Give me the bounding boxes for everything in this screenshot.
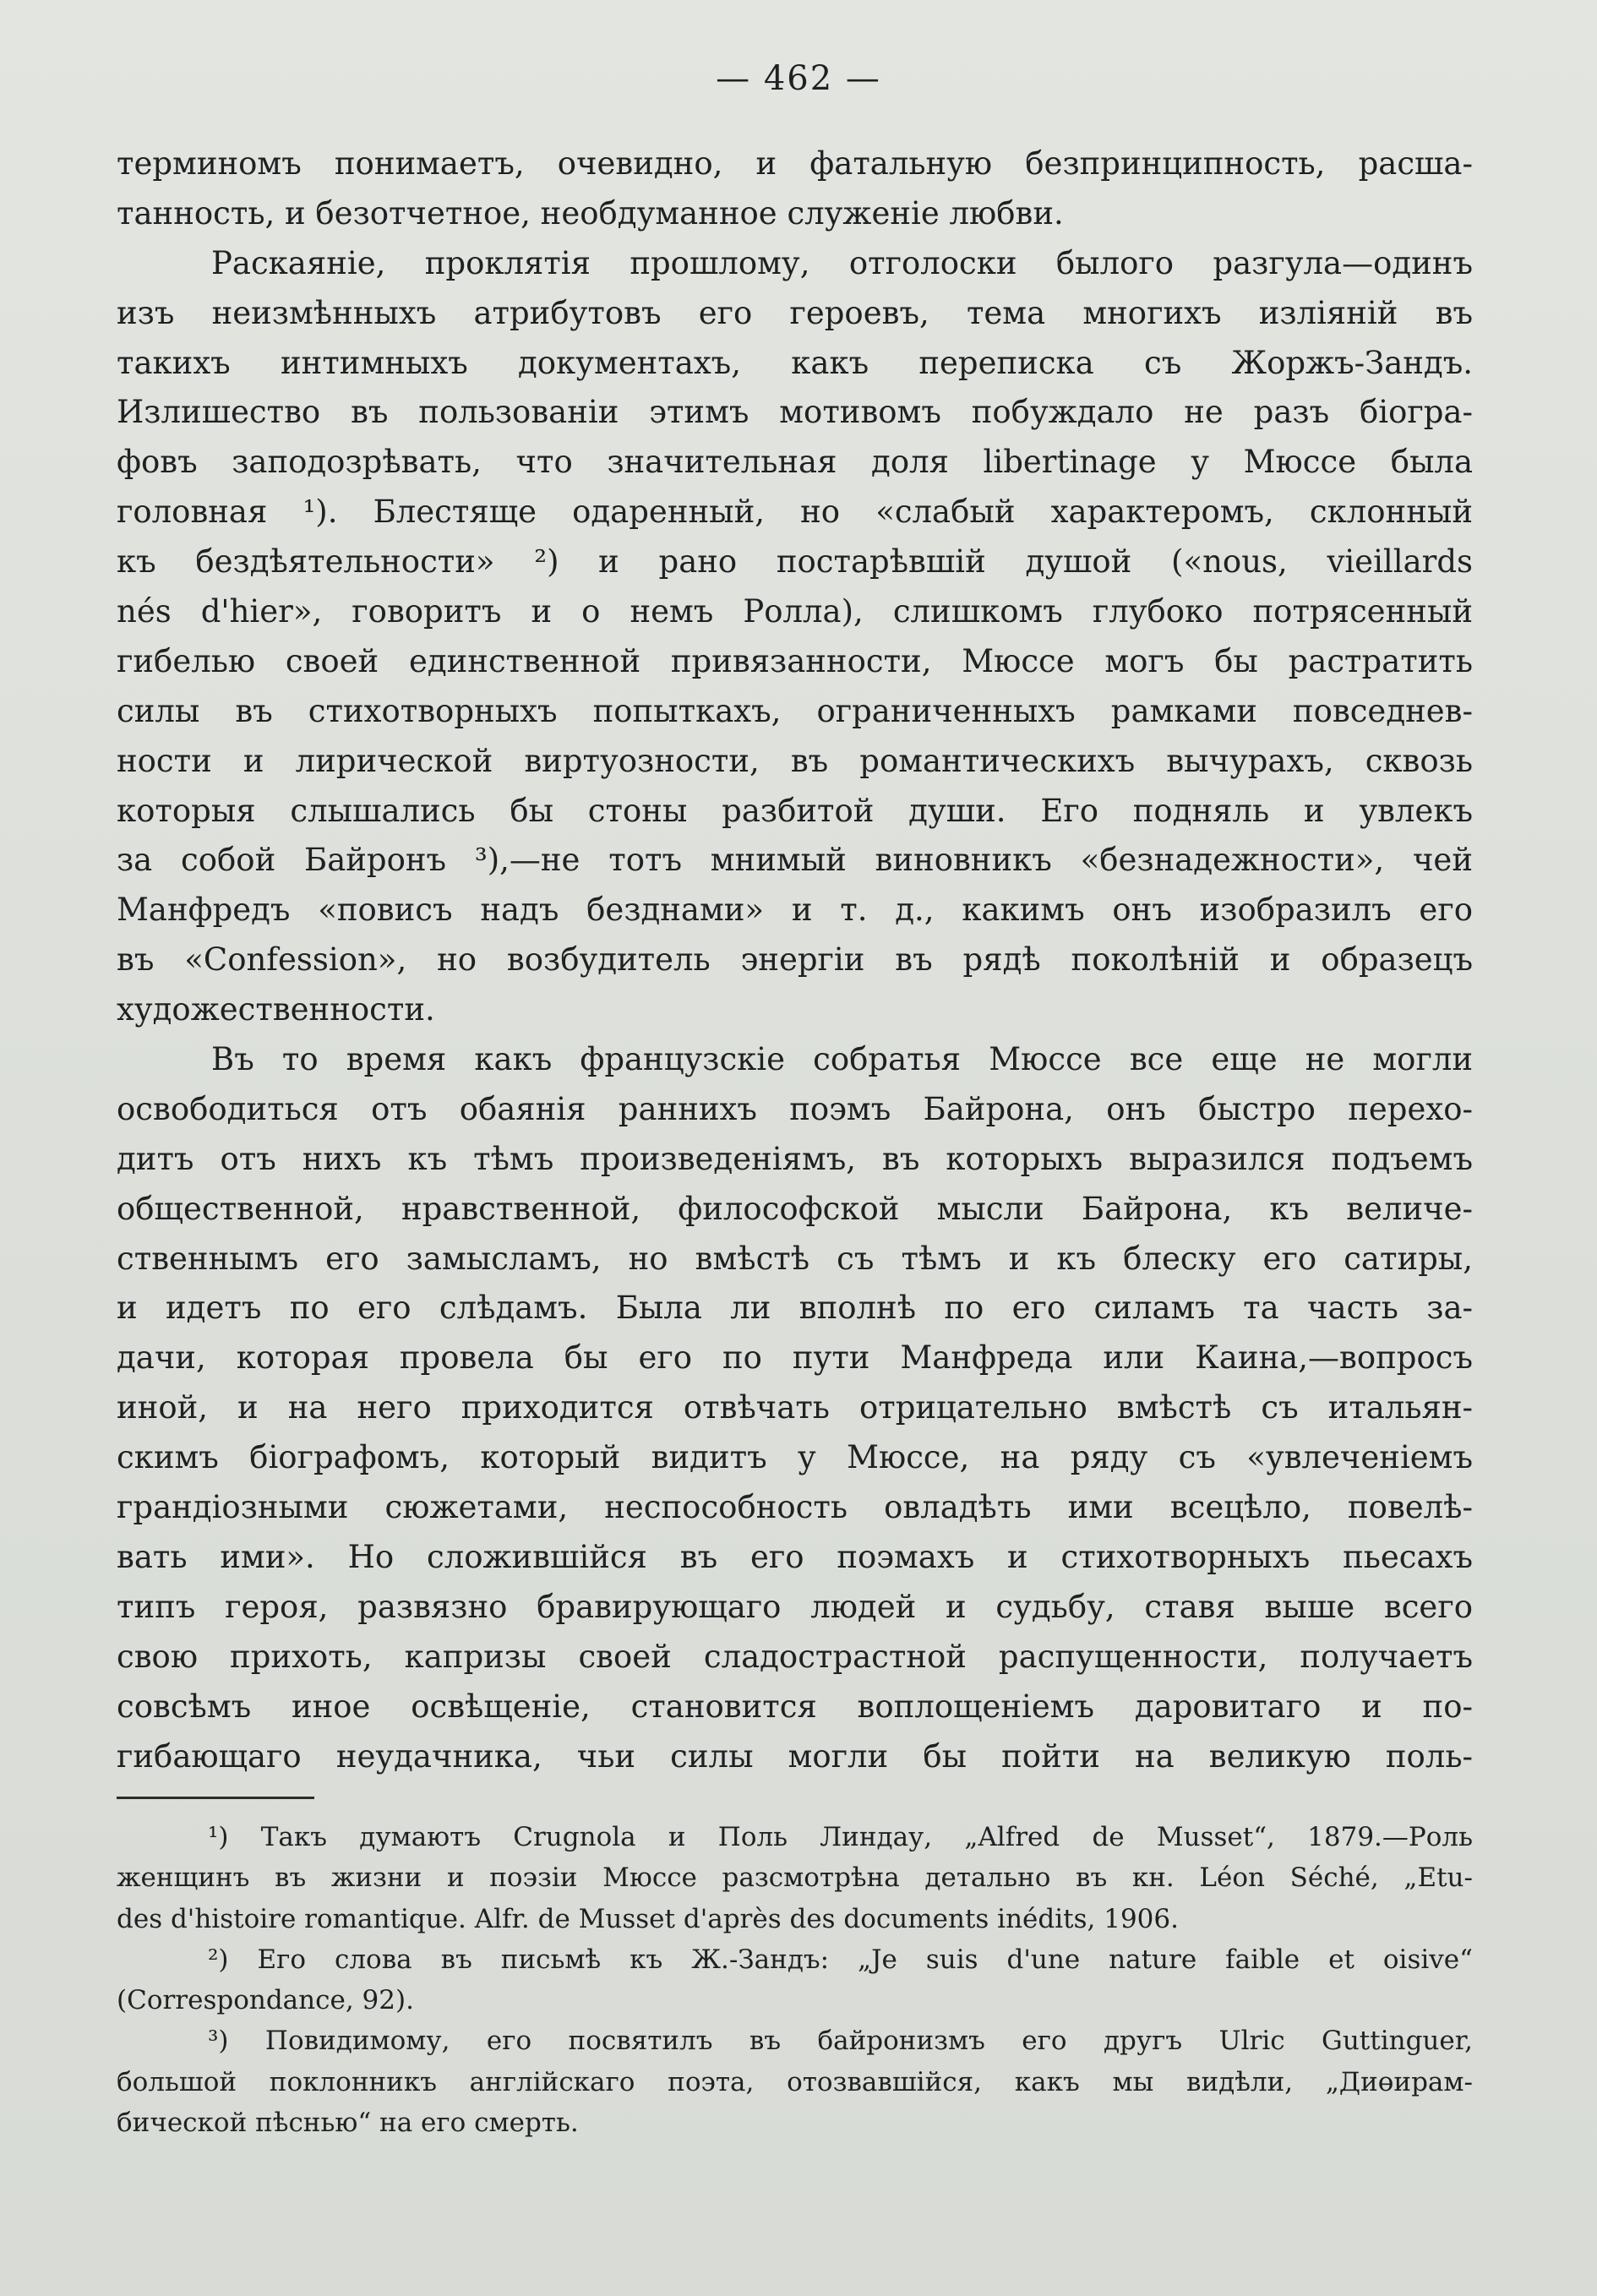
- footnote-line: ²) Его слова въ письмѣ къ Ж.-Зандъ: „Je suis d'une nature faible et oisive“: [208, 1944, 1473, 1975]
- text-line: общественной, нравственной, философской мысли Байрона, къ величе-: [117, 1190, 1473, 1227]
- text-line: Манфредъ «повисъ надъ безднами» и т. д., какимъ онъ изобразилъ его: [117, 892, 1473, 929]
- text-line: типъ героя, развязно бравирующаго людей и судьбу, ставя выше всего: [117, 1588, 1473, 1625]
- text-line: танность, и безотчетное, необдуманное служеніе любви.: [117, 194, 1064, 232]
- footnote-line: большой поклонникъ англійскаго поэта, отозвавшійся, какъ мы видѣли, „Диөирам-: [117, 2066, 1473, 2097]
- text-line: ности и лирической виртуозности, въ романтическихъ вычурахъ, сквозь: [117, 742, 1473, 779]
- text-line: и идетъ по его слѣдамъ. Была ли вполнѣ по его силамъ та часть за-: [117, 1290, 1473, 1327]
- page-number: — 462 —: [716, 59, 881, 98]
- text-line: скимъ біографомъ, который видитъ у Мюссе, на ряду съ «увлеченіемъ: [117, 1439, 1473, 1476]
- text-line: головная ¹). Блестяще одаренный, но «слабый характеромъ, склонный: [117, 494, 1473, 531]
- text-line: nés d'hier», говоритъ и о немъ Ролла), слишкомъ глубоко потрясенный: [117, 593, 1473, 630]
- footnote-line: (Correspondance, 92).: [117, 1985, 414, 2016]
- text-line: въ «Confession», но возбудитель энергіи въ рядѣ поколѣній и образецъ: [117, 941, 1473, 979]
- text-line: Раскаяніе, проклятія прошлому, отголоски былого разгула—одинъ: [211, 244, 1473, 281]
- text-line: Излишество въ пользованіи этимъ мотивомъ побуждало не разъ біогра-: [117, 394, 1473, 431]
- text-line: вать ими». Но сложившійся въ его поэмахъ и стихотворныхъ пьесахъ: [117, 1538, 1473, 1575]
- text-line: дачи, которая провела бы его по пути Манфреда или Каина,—вопросъ: [117, 1339, 1473, 1377]
- footnote-line: des d'histoire romantique. Alfr. de Musset d'après des documents inédits, 1906.: [117, 1903, 1179, 1934]
- text-line: такихъ интимныхъ документахъ, какъ переписка съ Жоржъ-Зандъ.: [117, 344, 1473, 381]
- text-line: художественности.: [117, 991, 435, 1028]
- text-line: терминомъ понимаетъ, очевидно, и фатальную безпринципность, расша-: [117, 145, 1473, 182]
- footnote-line: бической пѣснью“ на его смерть.: [117, 2108, 579, 2139]
- footnotes: [103, 1817, 1473, 2143]
- text-line: которыя слышались бы стоны разбитой души. Его подняль и увлекъ: [117, 792, 1473, 829]
- text-line: грандіозными сюжетами, неспособность овладѣть ими всецѣло, повелѣ-: [117, 1489, 1473, 1526]
- text-line: ственнымъ его замысламъ, но вмѣстѣ съ тѣмъ и къ блеску его сатиры,: [117, 1240, 1473, 1277]
- text-line: освободиться отъ обаянія раннихъ поэмъ Байрона, онъ быстро перехо-: [117, 1090, 1473, 1127]
- text-line: свою прихоть, капризы своей сладострастной распущенности, получаетъ: [117, 1638, 1473, 1675]
- footnote-divider: [117, 1797, 314, 1799]
- footnote-line: ³) Повидимому, его посвятилъ въ байронизмъ его другъ Ulric Guttinguer,: [208, 2026, 1473, 2057]
- text-line: совсѣмъ иное освѣщеніе, становится воплощеніемъ даровитаго и по-: [117, 1688, 1473, 1725]
- text-line: дитъ отъ нихъ къ тѣмъ произведеніямъ, въ которыхъ выразился подъемъ: [117, 1140, 1473, 1177]
- main-text: [117, 139, 1473, 1781]
- text-line: Въ то время какъ французскіе собратья Мюссе все еще не могли: [211, 1041, 1473, 1078]
- text-line: къ бездѣятельности» ²) и рано постарѣвшій душой («nous, vieillards: [117, 543, 1473, 581]
- text-line: гибающаго неудачника, чьи силы могли бы пойти на великую поль-: [117, 1737, 1473, 1775]
- text-line: изъ неизмѣнныхъ атрибутовъ его героевъ, тема многихъ изліяній въ: [117, 294, 1473, 331]
- text-line: фовъ заподозрѣвать, что значительная доля libertinage у Мюссе была: [117, 444, 1473, 481]
- text-line: силы въ стихотворныхъ попыткахъ, ограниченныхъ рамками повседнев-: [117, 692, 1473, 729]
- text-line: иной, и на него приходится отвѣчать отрицательно вмѣстѣ съ итальян-: [117, 1389, 1473, 1426]
- text-line: гибелью своей единственной привязанности, Мюссе могъ бы растратить: [117, 642, 1473, 679]
- footnote-line: ¹) Такъ думаютъ Crugnola и Поль Линдау, „Alfred de Musset“, 1879.—Роль: [208, 1822, 1473, 1852]
- footnote-line: женщинъ въ жизни и поэзіи Мюссе разсмотрѣна детально въ кн. Léon Séché, „Etu-: [117, 1862, 1473, 1894]
- text-line: за собой Байронъ ³),—не тотъ мнимый виновникъ «безнадежности», чей: [117, 842, 1473, 879]
